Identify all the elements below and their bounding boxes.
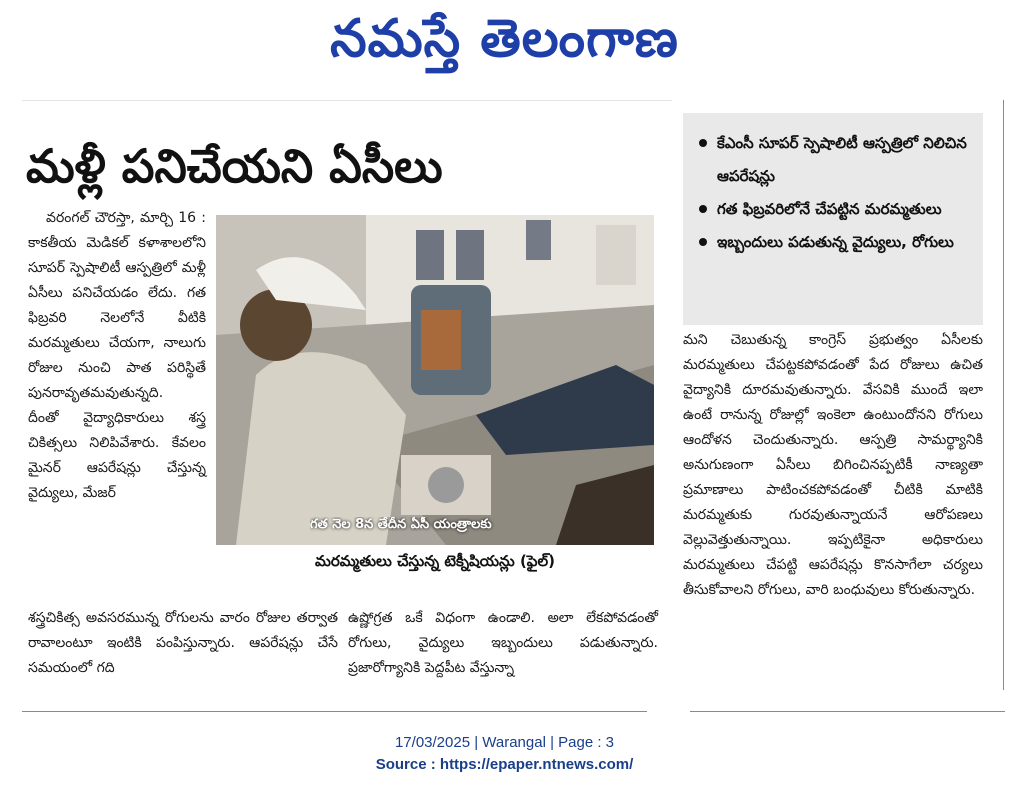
paragraph: దీంతో వైద్యాధికారులు శస్త్ర చికిత్సలు నిలిపివేశారు. కేవలం మైనర్ ఆపరేషన్లు చేస్తున్న వైద్యులు, మేజర్ xyxy=(28,410,206,501)
article-column-left xyxy=(28,206,206,506)
highlight-text: గత ఫిబ్రవరిలోనే చేపట్టిన మరమ్మతులు xyxy=(717,200,942,218)
article-headline: మళ్లీ పనిచేయని ఏసీలు xyxy=(26,139,443,193)
paragraph: మని చెబుతున్న కాంగ్రెస్ ప్రభుత్వం ఏసీలకు మరమ్మతులు చేపట్టకపోవడంతో పేద రోజులు ఉచిత వైద్యానికి దూరమవుతున్నారు. వేసవికి ముందే ఇలా ఉంటే రానున్న రోజుల్లో ఇంకెలా ఉంటుందోనని రోగులు ఆందోళన చెందుతున్నారు. ఆస్పత్రి సామర్థ్యానికి అనుగుణంగా ఏసీలు బిగించినప్పటికీ నాణ్యతా ప్రమాణాలు పాటించకపోవడంతో చీటికి మాటికి మరమ్మతుకు గురవుతున్నాయనే ఆరోపణలు వెల్లువెత్తుతున్నాయి. ఇప్పటికైనా అధికారులు మరమ్మతులు చేపట్టి ఆపరేషన్లు కొనసాగేలా చర్యలు తీసుకోవాలని రోగులు, వారి బంధువులు కోరుతున్నారు. xyxy=(683,332,983,598)
paragraph: ఉష్ణోగ్రత ఒకే విధంగా ఉండాలి. అలా లేకపోవడంతో రోగులు, వైద్యులు ఇబ్బందులు పడుతున్నారు. ప్రజారోగ్యానికి పెద్దపీట వేస్తున్నా xyxy=(348,610,658,676)
highlight-text: కేఎంసీ సూపర్ స్పెషాలిటీ ఆస్పత్రిలో నిలిచిన ఆపరేషన్లు xyxy=(717,134,967,185)
highlight-item xyxy=(695,226,975,259)
bullet-icon xyxy=(699,238,707,246)
frame-top-rule xyxy=(22,100,672,101)
footer-edition-info: 17/03/2025 | Warangal | Page : 3 xyxy=(394,734,615,751)
highlight-item xyxy=(695,193,975,226)
article-column-bottom-b xyxy=(348,606,658,681)
paragraph: వరంగల్ చౌరస్తా, మార్చి 16 : కాకతీయ మెడికల్ కళాశాలలోని సూపర్ స్పెషాలిటీ ఆస్పత్రిలో మళ్లీ ఏసీలు పనిచేయడం లేదు. గత ఫిబ్రవరి నెలలోనే వీటికి మరమ్మతులు చేయగా, నాలుగు రోజుల నుంచి పాత పరిస్థితే పునరావృతమవుతున్నది. xyxy=(28,210,206,401)
masthead-title: నమస్తే తెలంగాణ xyxy=(330,9,679,69)
highlights-box xyxy=(683,113,983,325)
highlight-item xyxy=(695,127,975,193)
bullet-icon xyxy=(699,139,707,147)
frame-bottom-rule-right xyxy=(690,711,1005,712)
article-column-bottom-a xyxy=(28,606,338,681)
article-column-right xyxy=(683,328,983,603)
bullet-icon xyxy=(699,205,707,213)
photo-overlay-text: గత నెల 8న తేదీన ఏసీ యంత్రాలకు xyxy=(310,517,492,532)
highlights-list xyxy=(683,113,983,259)
footer-source-link[interactable]: Source : https://epaper.ntnews.com/ xyxy=(375,756,634,773)
photo-caption: మరమ్మతులు చేస్తున్న టెక్నీషియన్లు (ఫైల్) xyxy=(315,552,555,570)
paragraph: శస్త్రచికిత్స అవసరమున్న రోగులను వారం రోజుల తర్వాత రావాలంటూ ఇంటికి పంపిస్తున్నారు. ఆపరేషన్లు చేసే సమయంలో గది xyxy=(28,610,338,676)
highlight-text: ఇబ్బందులు పడుతున్న వైద్యులు, రోగులు xyxy=(717,233,954,251)
frame-bottom-rule xyxy=(22,711,647,712)
frame-right-rule xyxy=(1003,100,1004,690)
photo-illustration xyxy=(216,215,654,545)
article-photo xyxy=(216,215,654,545)
